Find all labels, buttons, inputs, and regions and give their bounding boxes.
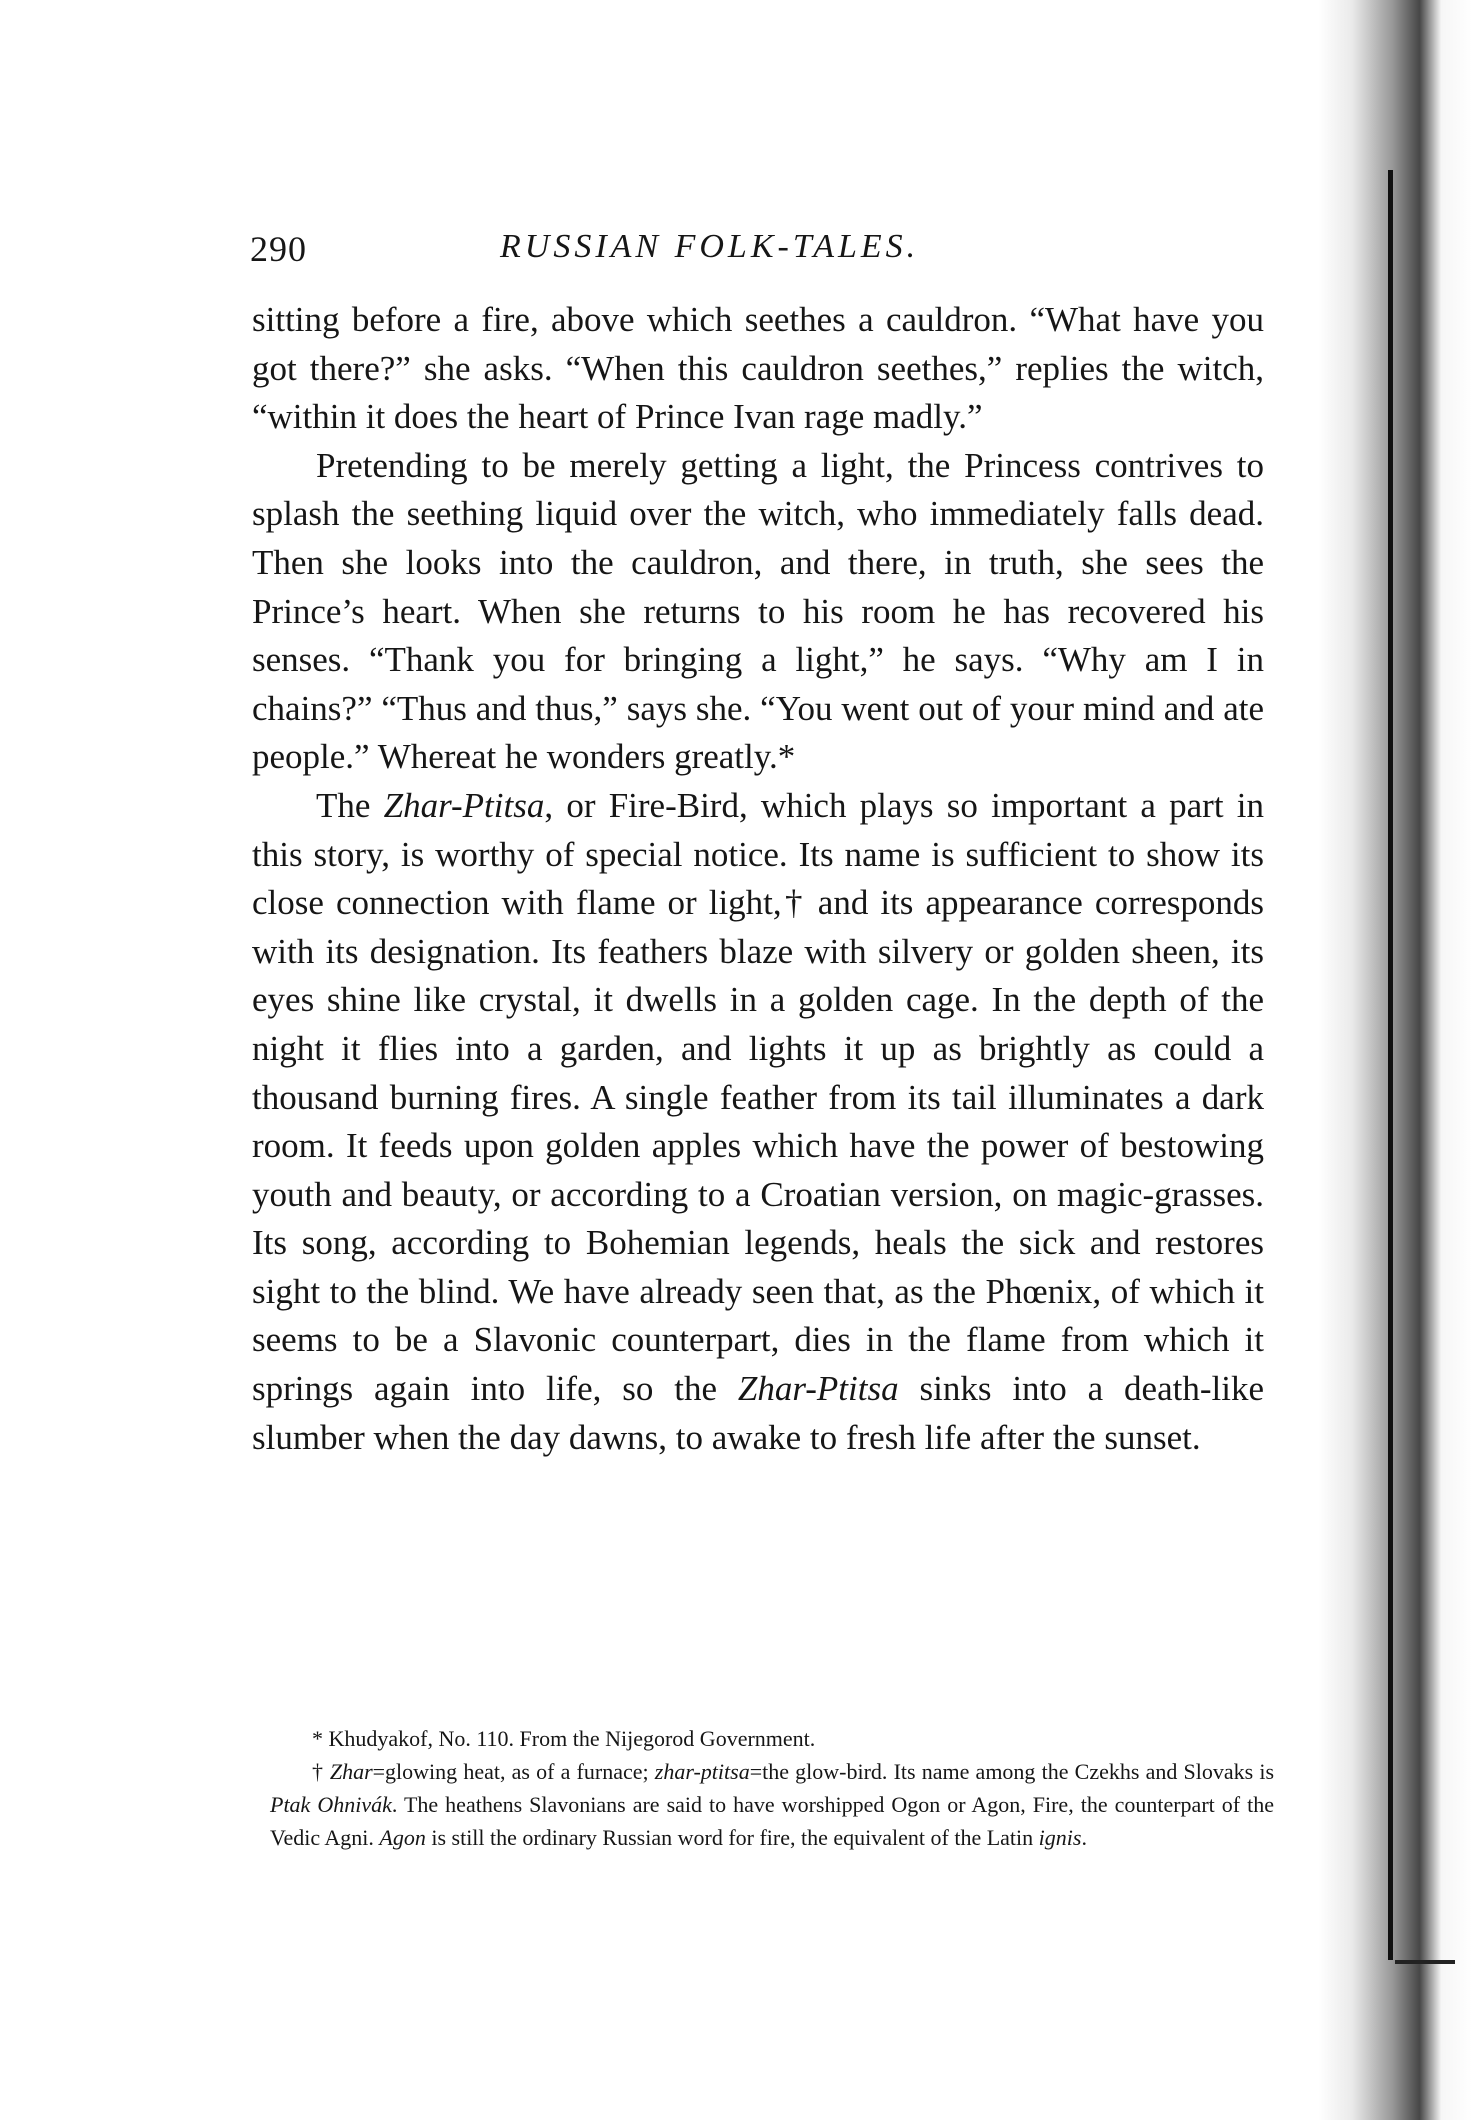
footnote-2	[270, 1755, 1274, 1854]
footnote-2-text: =the glow-bird. Its name among the Czekhs and Slovaks is	[749, 1759, 1275, 1784]
zhar-ptitsa-term: Zhar-Ptitsa	[737, 1369, 899, 1409]
footnote-term: zhar-ptitsa	[654, 1759, 750, 1784]
footnotes	[270, 1722, 1274, 1854]
footnote-term: Zhar	[329, 1759, 373, 1784]
page-binding-shadow	[1318, 0, 1472, 2120]
paragraph-3	[252, 782, 1264, 1462]
body-text	[252, 296, 1264, 1462]
footnote-term: Ptak Ohnivák	[270, 1792, 392, 1817]
footnote-2-text: .	[1081, 1825, 1087, 1850]
page-binding-edge	[1388, 170, 1393, 1960]
page-number: 290	[250, 229, 307, 269]
page-binding-edge-lower	[1395, 1960, 1455, 1964]
footnote-2-text: is still the ordinary Russian word for fire, the equivalent of the Latin	[425, 1825, 1039, 1850]
footnote-1: * Khudyakof, No. 110. From the Nijegorod Government.	[312, 1726, 816, 1751]
paragraph-3-text-3: sinks into a death-like slumber when the day dawns, to awake to fresh life after the sunset.	[252, 1369, 1264, 1457]
paragraph-3-text-1: The	[316, 785, 384, 825]
paragraph-1: sitting before a fire, above which seethes a cauldron. “What have you got there?” she asks. “When this cauldron seethes,” replies the witch, “within it does the heart of Prince Ivan rage madly.”	[252, 300, 1264, 437]
footnote-term: Agon	[379, 1825, 426, 1850]
paragraph-2: Pretending to be merely getting a light, the Princess contrives to splash the seething liquid over the witch, who immediately falls dead. Then she looks into the cauldron, and there, in truth, she sees the Prince’s heart. When she returns to his room he has recovered his senses. “Thank you for bringing a light,” he says. “Why am I in chains?” “Thus and thus,” says she. “You went out of your mind and ate people.” Whereat he wonders greatly.*	[252, 445, 1264, 777]
footnote-2-mark: †	[312, 1759, 330, 1784]
footnote-2-text: . The heathens Slavonians are said to have worshipped Ogon or Agon, Fire, the counterpart of the Vedic Agni.	[270, 1792, 1274, 1850]
paragraph-3-text-2: , or Fire-Bird, which plays so important a part in this story, is worthy of special notice. Its name is sufficient to show its close connection with flame or light,† and its appearance corresponds with its designation. Its feathers blaze with silvery or golden sheen, its eyes shine like crystal, it dwells in a golden cage. In the depth of the night it flies into a garden, and lights it up as brightly as could a thousand burning fires. A single feather from its tail illuminates a dark room. It feeds upon golden apples which have the power of bestowing youth and beauty, or according to a Croatian version, on magic-grasses. Its song, according to Bohemian legends, heals the sick and restores sight to the blind. We have already seen that, as the Phœnix, of which it seems to be a Slavonic counterpart, dies in the flame from which it springs again into life, so the	[252, 785, 1264, 1409]
running-head	[250, 228, 1260, 278]
footnote-2-text: =glowing heat, as of a furnace;	[372, 1759, 655, 1784]
zhar-ptitsa-term: Zhar-Ptitsa	[383, 785, 545, 825]
running-title: RUSSIAN FOLK-TALES.	[500, 228, 920, 265]
footnote-term: ignis	[1038, 1825, 1082, 1850]
